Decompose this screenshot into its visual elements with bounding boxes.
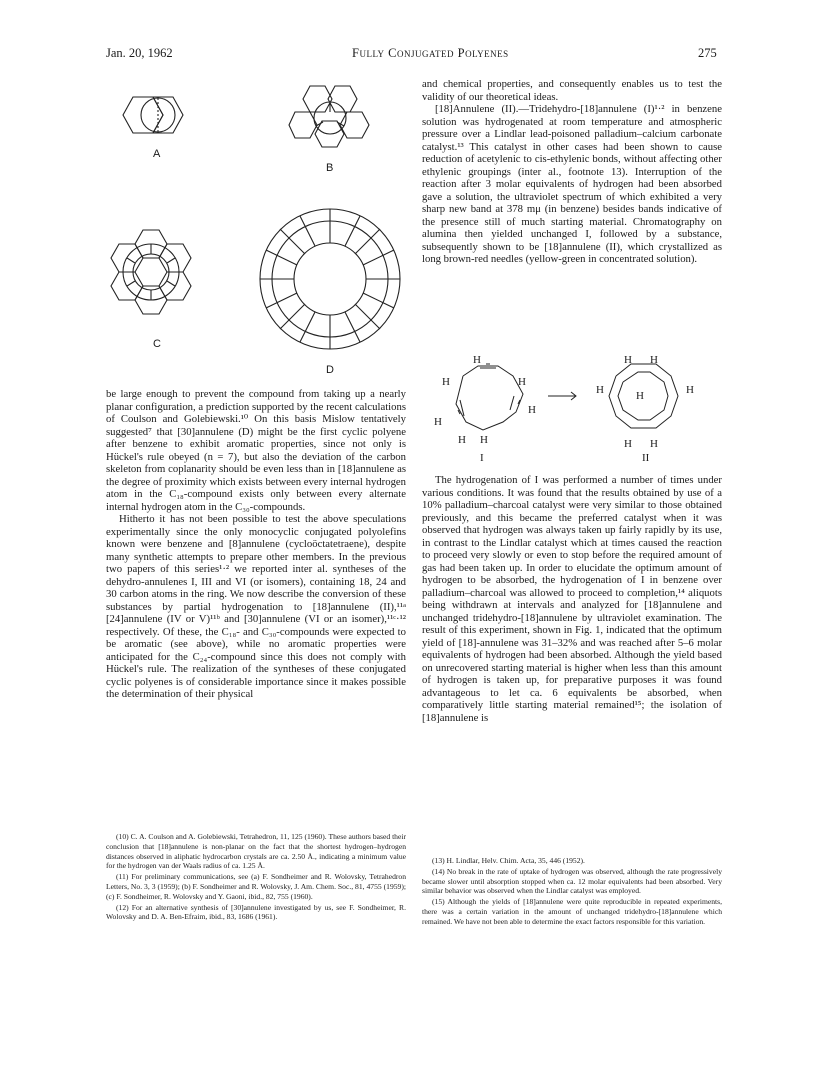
left-footnotes: [106, 832, 406, 923]
right-paragraph-1: [18]Annulene (II).—Tridehydro-[18]annulene (I)¹·² in benzene solution was hydrogenated at room temperature and atmospheric pressure over a Lindlar lead-poisoned palladium–calcium carbonate catalyst.¹³ This catalyst in other cases had been shown to cause reduction of acetylenic to cis-ethylenic bonds, without affecting other ethylenic groupings (inter al., footnote 13). Interruption of the reaction after 3 molar equivalents of hydrogen had been absorbed gave a solution, the ultraviolet spectrum of which exhibited a very sharp new band at 378 mμ (in benzene) besides bands indicative of the presence still of much starting material. Chromatography on alumina then yielded unchanged I, followed by a substance, subsequently shown to be [18]annulene (II), which crystallized as long brown-red needles (yellow-green in concentrated solution).: [422, 103, 722, 265]
figure-a-structure: [118, 90, 198, 140]
scheme-h-13: H: [624, 438, 632, 450]
left-paragraph-2: Hitherto it has not been possible to test the above speculations experimentally since the only monocyclic conjugated polyolefins known were benzene and [8]annulene (cycloöctatetraene), despite many synthetic attempts to prepare other members. In the previous two papers of this series¹·² we reported inter al. syntheses of the dehydro-annulenes I, III and VI (or isomers), containing 18, 24 and 30 carbon atoms in the ring. We now describe the conversion of these substances by partial hydrogenation to [18]annulene (II),¹¹ᵃ [24]annulene (IV or V)¹¹ᵇ and [30]annulene (VI or an isomer),¹¹ᶜ·¹² respectively. Of these, the C₁₈- and C₃₀-compounds were expected to be aromatic (see above), while no aromatic properties were anticipated for the C₂₄-compound since this does not comply with Hückel's rule. The realization of the syntheses of these conjugated cyclic polyenes is of considerable importance since it makes possible the determination of their physical: [106, 513, 406, 700]
scheme-h-2: H: [442, 376, 450, 388]
right-column-top: [422, 78, 722, 266]
scheme-h-12: H: [636, 390, 644, 402]
scheme-h-4: H: [528, 404, 536, 416]
scheme-h-8: H: [624, 354, 632, 366]
scheme-h-10: H: [596, 384, 604, 396]
scheme-h-1: H: [473, 354, 481, 366]
scheme-h-7: H: [480, 434, 488, 446]
scheme-h-3: H: [518, 376, 526, 388]
scheme-label-ii: II: [642, 452, 650, 464]
figure-c-label: C: [153, 338, 161, 350]
figure-b-label: B: [326, 162, 334, 174]
left-column: [106, 388, 406, 701]
figure-a-label: A: [153, 148, 161, 160]
figure-d-structure: [255, 202, 405, 357]
scheme-h-9: H: [650, 354, 658, 366]
footnote-10: (10) C. A. Coulson and A. Golebiewski, Tetrahedron, 11, 125 (1960). These authors based their conclusion that [18]annulene is non-planar on the fact that the shortest hydrogen–hydrogen distances observed in aliphatic hydrocarbon crystals are ca. 2.50 Å., indicating a minimum value for the hydrogen van der Waals radius of ca. 1.25 Å.: [106, 832, 406, 871]
figure-b-structure: [285, 80, 375, 155]
footnote-15: (15) Although the yields of [18]annulene were quite reproducible in repeated experiments, there was a certain variation in the amount of unchanged tridehydro-[18]annulene which remained. We have not been able to determine the exact factors responsible for this variation.: [422, 897, 722, 926]
footnote-13: (13) H. Lindlar, Helv. Chim. Acta, 35, 446 (1952).: [432, 856, 585, 865]
scheme-h-14: H: [650, 438, 658, 450]
scheme-label-i: I: [480, 452, 484, 464]
right-paragraph-2: The hydrogenation of I was performed a number of times under various conditions. It was found that the results obtained by use of a 10% palladium–charcoal catalyst were very similar to those obtained previously, and this became the preferred catalyst when it was observed that hydrogen was always taken up fairly rapidly by its use, in contrast to the Lindlar catalyst which at times caused the reaction to proceed very slowly or even to stop before the required amount of gas had been taken up. In order to elucidate the optimum amount of hydrogen to be absorbed, the hydrogenation of I in benzene over palladium–charcoal was allowed to proceed to completion,¹⁴ aliquots being withdrawn at intervals and analyzed for [18]annulene and unchanged tridehydro-[18]annulene by ultraviolet examination. The result of this experiment, shown in Fig. 1, indicated that the optimum yield of [18]-annulene was 31–32% and was reached after 5–6 molar equivalents of hydrogen had been absorbed. Although the yield based on unrecovered starting material is higher when less than this amount of hydrogen is taken up, for preparative purposes it was found advantageous to let ca. 6 equivalents be absorbed, when comparatively little starting material remained¹⁵; the isolation of [18]annulene is: [422, 474, 722, 724]
figure-c-structure: [103, 226, 213, 326]
page-number: 275: [698, 46, 717, 60]
footnote-14: (14) No break in the rate of uptake of hydrogen was observed, although the rate progressively became slower until absorption stopped when ca. 12 molar equivalents had been absorbed. Very similar behavior was observed when the Lindlar catalyst was employed.: [422, 866, 722, 896]
running-title: Fully Conjugated Polyenes: [352, 46, 509, 60]
scheme-h-11: H: [686, 384, 694, 396]
figure-d-label: D: [326, 364, 334, 376]
header-date: Jan. 20, 1962: [106, 46, 173, 60]
right-column-bottom: [422, 474, 722, 724]
right-footnotes: [422, 856, 722, 928]
footnote-11: (11) For preliminary communications, see (a) F. Sondheimer and R. Wolovsky, Tetrahedron Letters, No. 3, 3 (1959); (b) F. Sondheimer and R. Wolovsky, J. Am. Chem. Soc., 81, 4755 (1959); (c) F. Sondheimer, R. Wolovsky and Y. Gaoni, ibid., 82, 755 (1960).: [106, 872, 406, 901]
left-paragraph-1: be large enough to prevent the compound from taking up a nearly planar configuration, a prediction supported by the recent calculations of Coulson and Golebiewski.¹⁰ On this basis Mislow tentatively suggested⁷ that [30]annulene (D) might be the first cyclic polyene after benzene to exhibit aromatic properties, since not only is Hückel's rule obeyed (n = 7), but also the deviation of the carbon skeleton from coplanarity should be even less than in [18]annulene as the degree of proximity which exists between every internal hydrogen atom in the C₁₈-compound exists only between every alternate internal hydrogen atom in the C₃₀-compounds.: [106, 388, 406, 513]
footnote-12: (12) For an alternative synthesis of [30]annulene investigated by us, see F. Sondheimer, R. Wolovsky and D. A. Ben-Efraim, ibid., 83, 1686 (1961).: [106, 902, 406, 922]
scheme-h-6: H: [458, 434, 466, 446]
scheme-h-5: H: [434, 416, 442, 428]
right-paragraph-0: and chemical properties, and consequently enables us to test the validity of our theoretical ideas.: [422, 78, 722, 103]
reaction-scheme: [428, 354, 718, 466]
